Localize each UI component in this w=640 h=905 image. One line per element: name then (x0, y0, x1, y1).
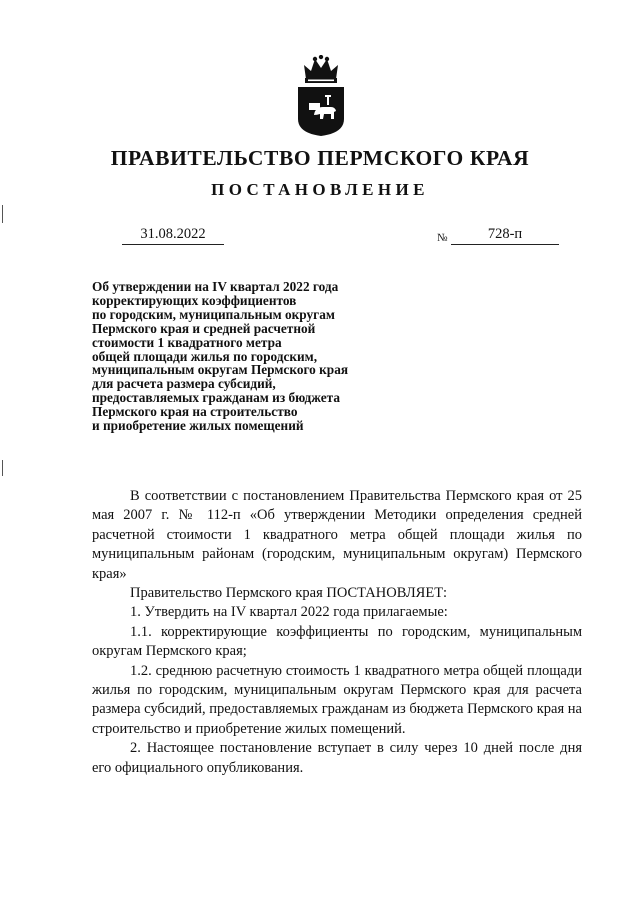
number-field (451, 226, 559, 245)
item-2-paragraph: 2. Настоящее постановление вступает в силу через 10 дней после дня его официального опубликования. (92, 740, 582, 776)
subject-line: стоимости 1 квадратного метра (92, 334, 282, 350)
number-underline (451, 244, 559, 245)
document-date: 31.08.2022 (140, 226, 206, 242)
subject-line: корректирующих коэффициентов (92, 292, 297, 308)
subject-line: Об утверждении на IV квартал 2022 года (92, 279, 339, 294)
document-type: ПОСТАНОВЛЕНИЕ (211, 180, 429, 199)
item-1-paragraph: 1. Утвердить на IV квартал 2022 года прилагаемые: (130, 604, 448, 621)
date-field (122, 226, 224, 245)
item-1-1-paragraph: 1.1. корректирующие коэффициенты по городским, муниципальным округам Пермского края; (92, 623, 582, 660)
resolves-paragraph: Правительство Пермского края ПОСТАНОВЛЯЕТ: (130, 585, 448, 602)
subject-line: общей площади жилья по городским, (92, 348, 318, 364)
item-1-2-paragraph: 1.2. среднюю расчетную стоимость 1 квадратного метра общей площади жилья по городским, муниципальным округам Пермского края для расчета размера субсидий, предоставляемых гражданам из бюджета Пермского края на строительство и приобретение жилых помещений. (92, 662, 582, 737)
scan-edge-mark (2, 460, 3, 476)
document-subject (92, 280, 402, 433)
subject-line: Пермского края и средней расчетной (92, 320, 316, 336)
subject-line: для расчета размера субсидий, (92, 376, 276, 392)
government-title: ПРАВИТЕЛЬСТВО ПЕРМСКОГО КРАЯ (110, 146, 530, 170)
subject-line: по городским, муниципальным округам (92, 306, 335, 322)
scan-edge-mark (2, 205, 3, 223)
preamble-paragraph: В соответствии с постановлением Правительства Пермского края от 25 мая 2007 г. № 112-п «Об утверждении Методики определения средней расчетной стоимости 1 квадратного метра общей площади жилья по муниципальным районам (городским, муниципальным округам) Пермского края» (92, 488, 582, 582)
subject-line: Пермского края на строительство (92, 404, 298, 420)
date-underline (122, 244, 224, 245)
coat-of-arms-icon (296, 55, 346, 137)
document-number: 728-п (487, 226, 523, 242)
subject-line: муниципальным округам Пермского края (92, 362, 349, 378)
document-body (92, 487, 582, 778)
number-label: № (437, 232, 448, 244)
subject-line: и приобретение жилых помещений (92, 418, 304, 434)
subject-line: предоставляемых гражданам из бюджета (92, 390, 340, 406)
